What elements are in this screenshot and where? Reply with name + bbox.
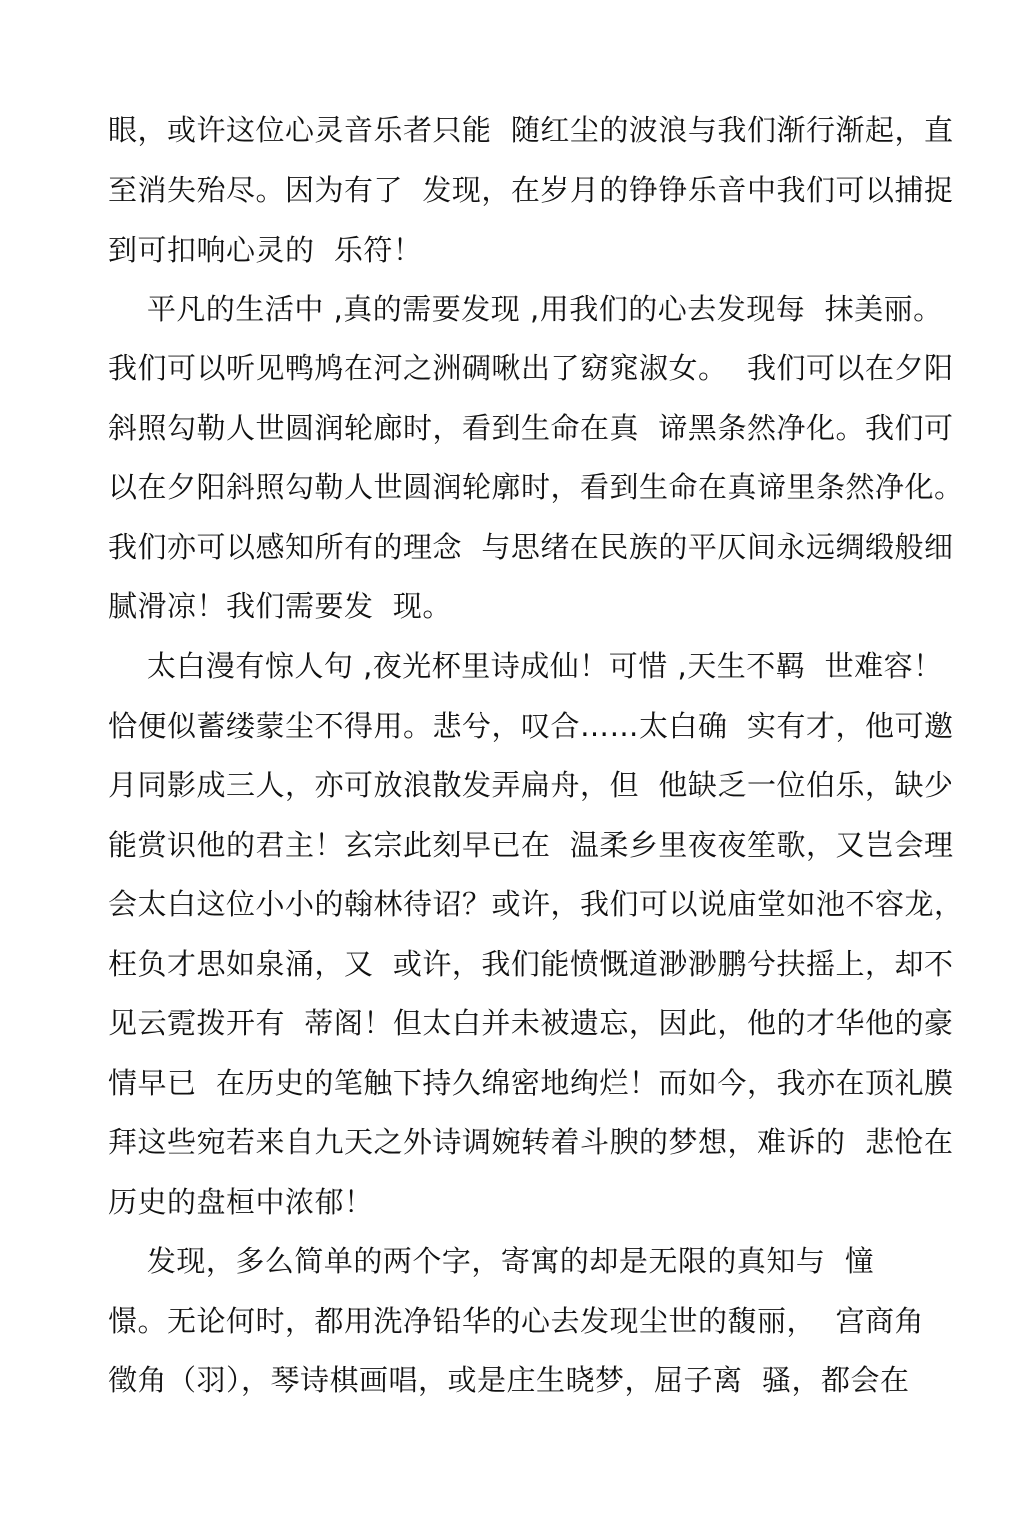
text-line: 徵角（羽），琴诗棋画唱，或是庄生晓梦，屈子离 骚，都会在: [108, 1363, 910, 1397]
text-line: 拜这些宛若来自九天之外诗调婉转着斗腴的梦想，难诉的 悲怆在: [108, 1125, 954, 1159]
text-line: 恰便似蓄缕蒙尘不得用。悲兮，叹合……太白确 实有才，他可邀: [108, 709, 954, 743]
text-line: 能赏识他的君主！玄宗此刻早已在 温柔乡里夜夜笙歌，又岂会理: [108, 828, 954, 862]
text-line: 历史的盘桓中浓郁！: [108, 1185, 374, 1219]
text-line: 会太白这位小小的翰林待诏？或许，我们可以说庙堂如池不容龙，: [108, 887, 964, 921]
text-line: 至消失殆尽。因为有了 发现，在岁月的铮铮乐音中我们可以捕捉: [108, 173, 954, 207]
text-line: 月同影成三人，亦可放浪散发弄扁舟，但 他缺乏一位伯乐，缺少: [108, 768, 954, 802]
text-line: 枉负才思如泉涌，又 或许，我们能愤慨道渺渺鹏兮扶摇上，却不: [108, 947, 954, 981]
text-line: 腻滑凉！我们需要发 现。: [108, 589, 452, 623]
text-line: 情早已 在历史的笔触下持久绵密地绚烂！而如今，我亦在顶礼膜: [108, 1066, 954, 1100]
text-line: 以在夕阳斜照勾勒人世圆润轮廓时，看到生命在真谛里条然净化。: [108, 470, 964, 504]
text-line: 发现，多么简单的两个字，寄寓的却是无限的真知与 憧: [108, 1244, 875, 1278]
text-line: 平凡的生活中 ,真的需要发现 ,用我们的心去发现每 抹美丽。: [108, 292, 943, 326]
text-line: 到可扣响心灵的 乐符！: [108, 233, 423, 267]
text-line: 见云霓拨开有 蒂阁！但太白并未被遗忘，因此，他的才华他的豪: [108, 1006, 954, 1040]
text-line: 我们亦可以感知所有的理念 与思绪在民族的平仄间永远绸缎般细: [108, 530, 954, 564]
text-line: 太白漫有惊人句 ,夜光杯里诗成仙！可惜 ,天生不羁 世难容！: [108, 649, 943, 683]
text-line: 憬。无论何时，都用洗净铅华的心去发现尘世的馥丽， 宫商角: [108, 1304, 924, 1338]
text-line: 我们可以听见鸭鸠在河之洲碉啾出了窈窕淑女。 我们可以在夕阳: [108, 351, 954, 385]
text-line: 眼，或许这位心灵音乐者只能 随红尘的波浪与我们渐行渐起，直: [108, 113, 954, 147]
text-line: 斜照勾勒人世圆润轮廊时，看到生命在真 谛黑条然净化。我们可: [108, 411, 954, 445]
